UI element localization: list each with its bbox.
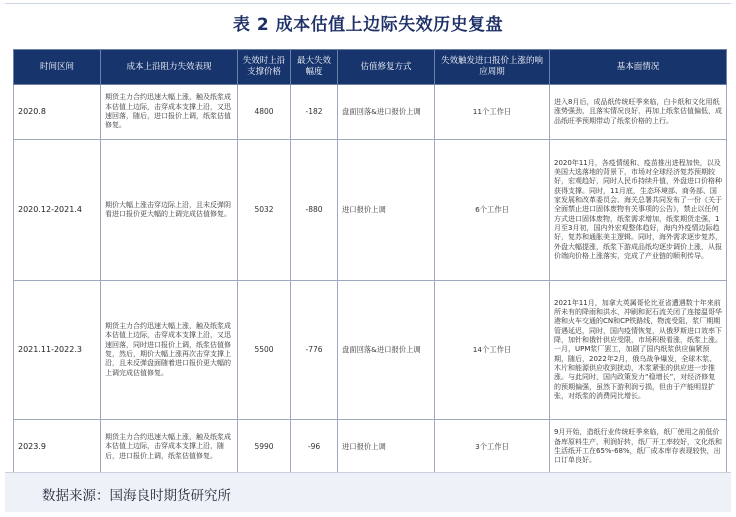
cell-fundamentals: 2021年11月，加拿大英属哥伦比亚省遭遇数十年来前所未有的降雨和洪水，冲刷和泥石流关闭了连接温哥华港和火车交通的CN和CP铁路线，物流受阻，浆厂期期管遇延迟，同时，国内疫情恢复，从俄罗斯进口效率下降，加针和俄针供应受限，市场积极看涨，纸浆上涨。一月，UPM浆厂罢工，加剧了国内纸浆供应偏紧预期，随后，2022年2月，俄乌战争爆发，全球木浆、木片和能源供应收到扰动，木浆紧张的供应进一步推涨。与此同时，国内政策发力“稳增长”，对经济修复的预期偏强，虽然下游利润亏损，但由于产能明显扩张，对纸浆的消费同比增长。: [550, 281, 727, 420]
header-max-fail: 最大失效幅度: [291, 50, 338, 85]
cell-behavior: 期货主力合约迅速大幅上涨，触及纸浆成本估值上边际，击穿成本支撑上沿，又迅速回落，随后，进口报价上调，纸浆估值修复。: [101, 85, 238, 140]
cell-fundamentals: 2020年11月，各疫情缓和、疫苗推出进程加快，以及美国大选落地的背景下，市场对全球经济复苏预期较好，宏观趋好，同时人民币持续升值，外盘进口价格种获得支撑。同时，11月底，生态环境部、商务部、国家发展和改革委员会、海关总署共同发布了一份《关于全面禁止进口固体废物有关事项的公告》，禁止以任何方式进口固体废物，纸浆需求增加，纸浆期货走强，1月至3月初，国内外宏观整体趋好，海内外疫情边际趋好，复苏和通胀美主逻辑。同时，海外需求逐步复苏，外盘大幅提涨，纸浆下游成品纸均逐步调价上涨，从报价端向价格上涨落实，完成了产业链的顺利传导。: [550, 140, 727, 281]
table-row: [14, 140, 727, 281]
header-behavior: 成本上沿阻力失效表现: [101, 50, 238, 85]
cell-period: 2021.11-2022.3: [14, 281, 101, 420]
cell-max-fail: -776: [291, 281, 338, 420]
cell-behavior: 期价大幅上涨击穿边际上沿，且未反弹阴看进口报价更大幅的上调完成估值修复。: [101, 140, 238, 281]
history-table: [13, 49, 727, 475]
cell-period: 2020.8: [14, 85, 101, 140]
cell-fundamentals: 9月开始，造纸行业传统旺季来临，纸厂使用之前低价备库原料生产，利润好转，纸厂开工率较好，文化纸和生活纸开工在65%-68%，纸厂成本库存表现较快，出口订单良好。: [550, 420, 727, 475]
cell-price: 5032: [238, 140, 291, 281]
cell-max-fail: -182: [291, 85, 338, 140]
table-container: [13, 49, 726, 475]
cell-behavior: 期货主力合约迅速大幅上涨，触及纸浆成本估值上边际，击穿成本支撑上沿，随后，进口报价上调，纸浆估值修复。: [101, 420, 238, 475]
cell-period: 2020.12-2021.4: [14, 140, 101, 281]
cell-cycle: 14个工作日: [435, 281, 550, 420]
table-row: [14, 420, 727, 475]
cell-max-fail: -96: [291, 420, 338, 475]
header-cycle: 失效触发进口报价上涨的响应周期: [435, 50, 550, 85]
cell-period: 2023.9: [14, 420, 101, 475]
source-footer: [5, 472, 731, 512]
cell-price: 5990: [238, 420, 291, 475]
cell-price: 4800: [238, 85, 291, 140]
cell-price: 5500: [238, 281, 291, 420]
table-row: [14, 281, 727, 420]
cell-repair: 盘面回落&进口报价上调: [338, 281, 435, 420]
source-text: 数据来源：国海良时期货研究所: [42, 488, 231, 504]
cell-cycle: 3个工作日: [435, 420, 550, 475]
cell-fundamentals: 进入8月后，成品纸传统旺季来临，白卡纸和文化用纸涨势强劲，且落实情况良好，再加上纸浆估值偏低，成品纸旺季预期带动了纸浆价格的上行。: [550, 85, 727, 140]
header-period: 时间区间: [14, 50, 101, 85]
cell-repair: 进口报价上调: [338, 140, 435, 281]
table-row: [14, 85, 727, 140]
cell-repair: 进口报价上调: [338, 420, 435, 475]
top-divider: [5, 3, 731, 4]
header-repair: 估值修复方式: [338, 50, 435, 85]
cell-max-fail: -880: [291, 140, 338, 281]
cell-cycle: 6个工作日: [435, 140, 550, 281]
cell-repair: 盘面回落&进口报价上调: [338, 85, 435, 140]
header-fundamentals: 基本面情况: [550, 50, 727, 85]
header-row: [14, 50, 727, 85]
cell-behavior: 期货主力合约迅速大幅上涨，触及纸浆成本估值上边际，击穿成本支撑上沿，又迅速回落，同时进口报价上调，纸浆估值修复，然后，期价大幅上涨再次击穿支撑上沿，且未反弹盘面随着进口报价更大幅的上调完成估值修复。: [101, 281, 238, 420]
cell-cycle: 11个工作日: [435, 85, 550, 140]
table-title: 表 2 成本估值上边际失效历史复盘: [232, 15, 504, 35]
header-price: 失效时上沿支撑价格: [238, 50, 291, 85]
